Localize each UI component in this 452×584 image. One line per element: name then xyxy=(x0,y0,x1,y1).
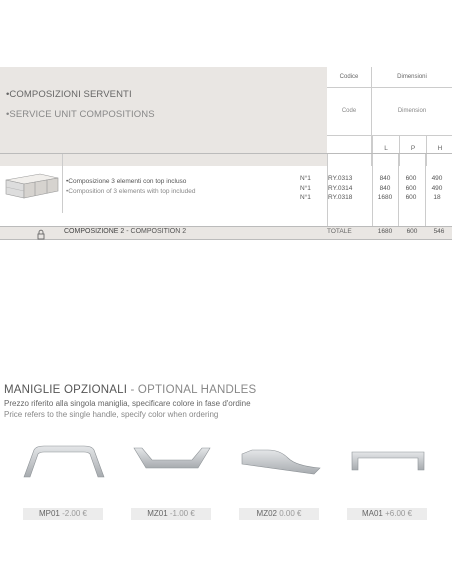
dim-label-l: L xyxy=(372,136,399,166)
handle-code: MZ01 xyxy=(147,509,168,518)
handle-price: -1.00 € xyxy=(167,509,195,518)
handle-price: -2.00 € xyxy=(59,509,88,518)
lock-icon xyxy=(36,227,46,238)
total-l: 1680 xyxy=(377,228,393,235)
handles-title-it: MANIGLIE OPZIONALI xyxy=(4,384,128,396)
product-row xyxy=(0,154,452,213)
handle-mz02-price xyxy=(239,508,319,520)
total-p: 600 xyxy=(406,228,418,235)
qty: N°1 xyxy=(300,194,311,201)
handles-subtitle-en: Price refers to the single handle, specify color when ordering xyxy=(4,410,219,419)
handle-price: +6.00 € xyxy=(382,509,413,518)
dim-p: 600 xyxy=(405,184,417,192)
qty: N°1 xyxy=(300,184,311,192)
header-dimension-en: Dimension xyxy=(372,88,452,136)
dim-l: 840 xyxy=(379,184,391,192)
product-codes xyxy=(300,174,375,203)
code: RY.0314 xyxy=(328,184,353,192)
dim-label-h: H xyxy=(426,136,452,166)
table-header-title-cell xyxy=(0,67,328,166)
table-row xyxy=(300,184,375,194)
description-it: •Composizione 3 elementi con top incluso xyxy=(66,178,187,185)
dim-l: 840 xyxy=(379,175,391,182)
total-label: TOTALE xyxy=(327,228,352,235)
table-row xyxy=(372,184,452,194)
dim-h: 490 xyxy=(431,184,443,192)
handle-mp01-image xyxy=(14,430,114,508)
handle-price: 0.00 € xyxy=(276,509,302,518)
handle-ma01-price xyxy=(347,508,427,520)
composition-name xyxy=(64,228,186,235)
handle-mz01-price xyxy=(131,508,211,520)
product-dimensions xyxy=(372,174,452,203)
handle-mz01-image xyxy=(122,430,222,508)
handle-code: MZ02 xyxy=(256,509,277,518)
sideboard-image xyxy=(0,154,63,213)
handles-subtitle-it: Prezzo riferito alla singola maniglia, specificare colore in fase d'ordine xyxy=(4,399,251,408)
dim-p: 600 xyxy=(405,175,417,182)
description-en: •Composition of 3 elements with top included xyxy=(66,188,196,195)
table-row xyxy=(372,174,452,184)
dim-l: 1680 xyxy=(377,194,393,201)
header-code-en: Code xyxy=(327,88,371,136)
total-row xyxy=(0,226,452,240)
dim-h: 490 xyxy=(431,175,443,182)
table-row xyxy=(300,193,375,203)
header-codice: Codice xyxy=(327,67,371,88)
handle-mp01-price xyxy=(23,508,103,520)
code: RY.0313 xyxy=(328,175,353,182)
composition-name-it: COMPOSIZIONE 2 xyxy=(64,228,125,235)
code: RY.0318 xyxy=(328,194,353,201)
header-dimension-column xyxy=(372,67,452,166)
dim-label-p: P xyxy=(399,136,426,166)
handle-ma01-image xyxy=(338,430,438,508)
handles-title xyxy=(4,384,256,396)
composition-name-en: - COMPOSITION 2 xyxy=(124,228,187,235)
handles-title-en: - OPTIONAL HANDLES xyxy=(127,384,257,396)
dim-h: 18 xyxy=(433,194,441,201)
header-codice-column xyxy=(327,67,372,166)
dim-p: 600 xyxy=(405,194,417,201)
handle-code: MP01 xyxy=(38,509,60,518)
table-row xyxy=(372,193,452,203)
product-description xyxy=(63,154,325,213)
table-row xyxy=(300,174,375,184)
header-dimensioni: Dimensioni xyxy=(372,67,452,88)
total-h: 546 xyxy=(433,228,445,235)
handle-code: MA01 xyxy=(361,509,383,518)
handle-mz02-image xyxy=(230,430,330,508)
header-item-en: •SERVICE UNIT COMPOSITIONS xyxy=(6,109,155,120)
header-item-it: •COMPOSIZIONI SERVENTI xyxy=(6,89,132,100)
qty: N°1 xyxy=(300,175,311,182)
